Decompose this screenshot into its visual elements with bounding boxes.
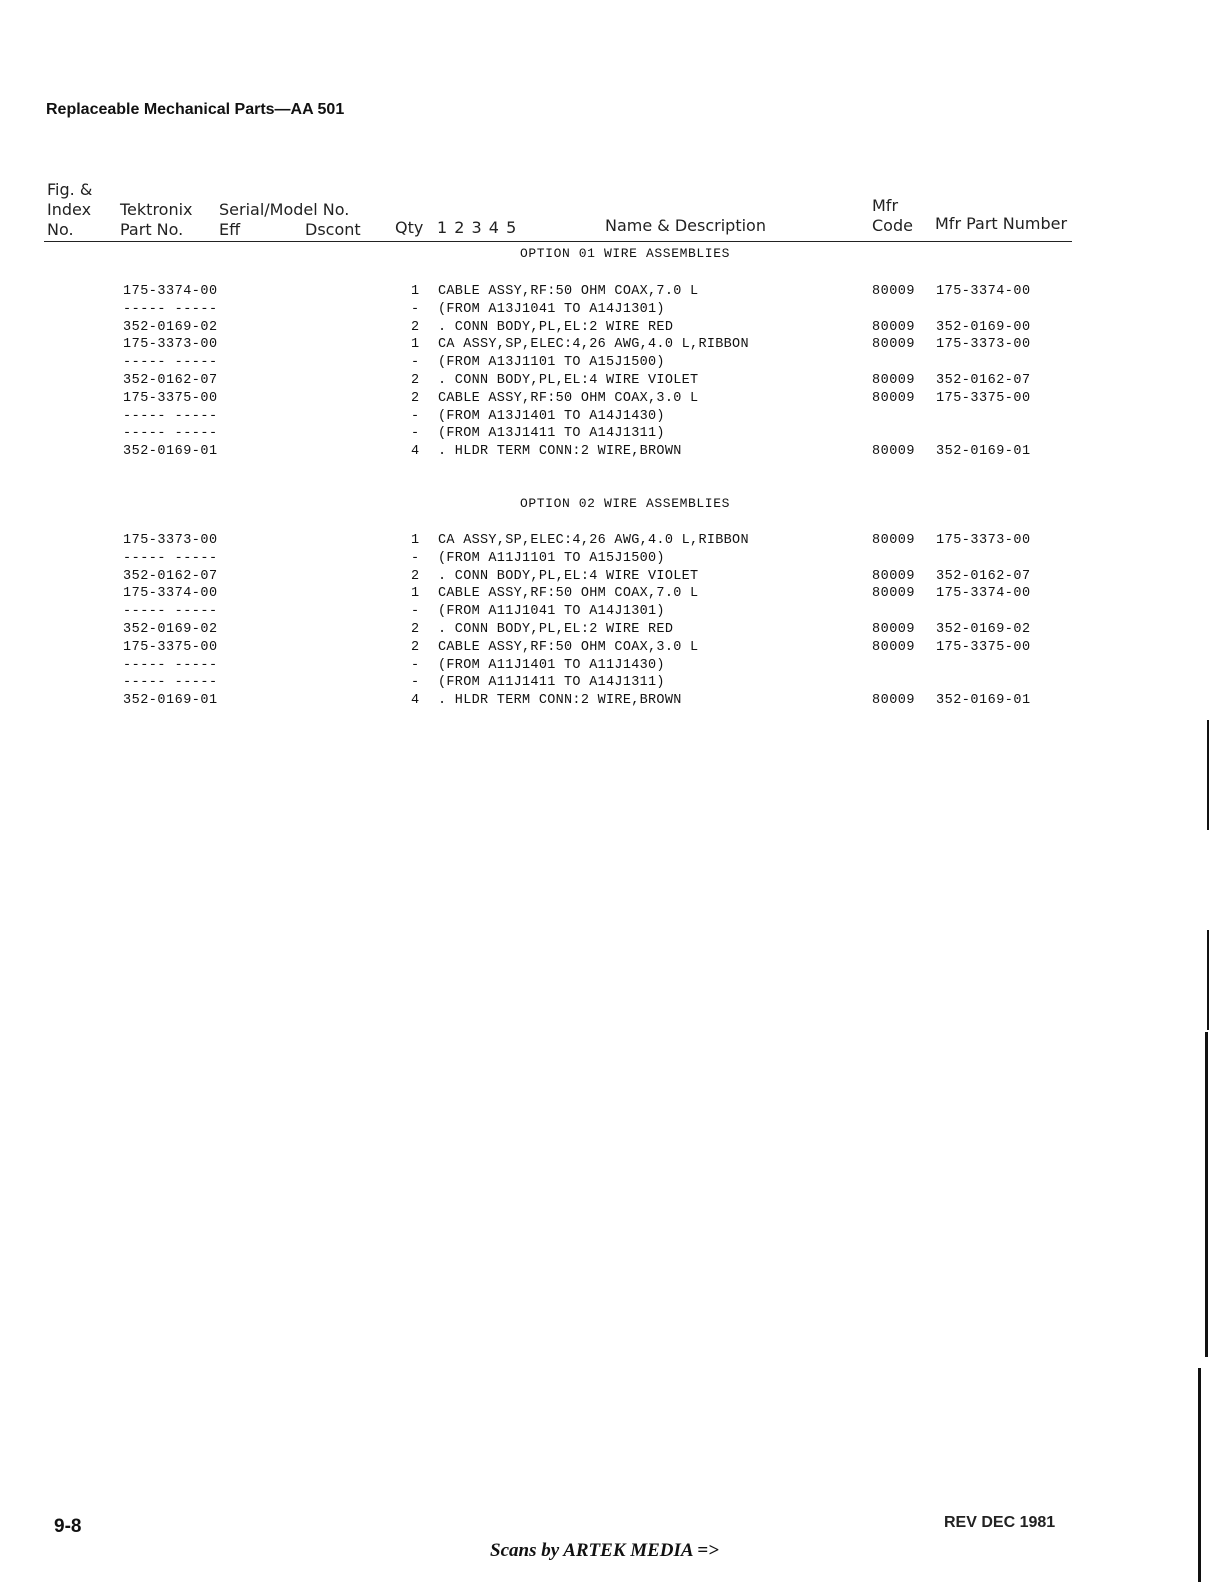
table-row — [0, 621, 1224, 639]
qty: 2 — [410, 639, 420, 655]
col-dscont: Dscont — [305, 220, 361, 239]
col-mfr-line1: Mfr — [872, 196, 899, 215]
mfr-part-number: 352-0162-07 — [936, 373, 1031, 388]
mfr-code: 80009 — [872, 390, 916, 406]
mfr-part-number: 352-0169-01 — [936, 444, 1031, 460]
col-qty: Qty — [395, 218, 424, 237]
section-title-option-02: OPTION 02 WIRE ASSEMBLIES — [519, 496, 731, 511]
description: (FROM A11J1401 TO A11J1430) — [438, 657, 665, 673]
part-number: 352-0169-02 — [123, 622, 218, 637]
mfr-code: 80009 — [872, 444, 916, 460]
part-number: 352-0169-01 — [123, 693, 218, 709]
description: CABLE ASSY,RF:50 OHM COAX,7.0 L — [438, 586, 699, 602]
qty: 1 — [410, 284, 420, 299]
col-mfr-code: Code — [872, 216, 913, 235]
part-number: ----- ----- — [123, 426, 218, 442]
page-header: Replaceable Mechanical Parts—AA 501 — [46, 101, 345, 118]
mfr-part-number: 175-3375-00 — [936, 390, 1031, 406]
description: (FROM A11J1101 TO A15J1500) — [438, 550, 665, 566]
qty: - — [410, 426, 420, 442]
col-fig-line2: Index — [47, 200, 92, 219]
mfr-part-number: 352-0169-01 — [936, 693, 1031, 709]
part-number: ----- ----- — [123, 355, 218, 371]
col-mfr-part-number: Mfr Part Number — [935, 214, 1068, 233]
part-number: 175-3373-00 — [123, 337, 218, 353]
description: CABLE ASSY,RF:50 OHM COAX,7.0 L — [438, 284, 699, 299]
part-number: ----- ----- — [123, 657, 218, 673]
table-row — [0, 408, 1224, 426]
part-number: 352-0169-01 — [123, 444, 218, 460]
mfr-code: 80009 — [872, 568, 916, 584]
qty: - — [410, 408, 420, 424]
qty: - — [410, 657, 420, 673]
table-row — [0, 443, 1224, 461]
qty: 4 — [410, 693, 420, 709]
table-row — [0, 390, 1224, 408]
part-number: 175-3374-00 — [123, 586, 218, 602]
part-number: ----- ----- — [123, 550, 218, 566]
qty: 2 — [410, 568, 420, 584]
table-row — [0, 657, 1224, 675]
qty: - — [410, 301, 420, 317]
table-row — [0, 336, 1224, 354]
mfr-part-number: 175-3375-00 — [936, 639, 1031, 655]
qty: 2 — [410, 319, 420, 335]
section-title-option-01: OPTION 01 WIRE ASSEMBLIES — [519, 246, 731, 261]
description: . HLDR TERM CONN:2 WIRE,BROWN — [438, 444, 682, 460]
table-row — [0, 354, 1224, 372]
mfr-part-number: 352-0169-02 — [936, 622, 1031, 637]
description: . CONN BODY,PL,EL:4 WIRE VIOLET — [438, 568, 699, 584]
description: CABLE ASSY,RF:50 OHM COAX,3.0 L — [438, 639, 699, 655]
part-number: ----- ----- — [123, 675, 218, 691]
part-number: 175-3375-00 — [123, 639, 218, 655]
description: CABLE ASSY,RF:50 OHM COAX,3.0 L — [438, 390, 699, 406]
qty: 4 — [410, 444, 420, 460]
description: CA ASSY,SP,ELEC:4,26 AWG,4.0 L,RIBBON — [438, 533, 749, 548]
part-number: ----- ----- — [123, 301, 218, 317]
col-levels: 1 2 3 4 5 — [437, 218, 518, 237]
description: . CONN BODY,PL,EL:4 WIRE VIOLET — [438, 373, 699, 388]
col-tektronix-line1: Tektronix — [120, 200, 193, 219]
mfr-code: 80009 — [872, 373, 916, 388]
table-row — [0, 674, 1224, 692]
table-row — [0, 692, 1224, 710]
qty: 1 — [410, 337, 420, 353]
revision-date: REV DEC 1981 — [944, 1514, 1056, 1531]
mfr-code: 80009 — [872, 693, 916, 709]
col-serial-model: Serial/Model No. — [219, 200, 350, 219]
scan-edge-mark — [1207, 930, 1209, 1030]
description: (FROM A13J1041 TO A14J1301) — [438, 301, 665, 317]
description: . HLDR TERM CONN:2 WIRE,BROWN — [438, 693, 682, 709]
qty: - — [410, 355, 420, 371]
part-number: ----- ----- — [123, 604, 218, 620]
part-number: ----- ----- — [123, 408, 218, 424]
table-row — [0, 301, 1224, 319]
part-number: 352-0169-02 — [123, 319, 218, 335]
qty: - — [410, 604, 420, 620]
table-row — [0, 532, 1224, 550]
col-name-description: Name & Description — [605, 216, 766, 235]
description: (FROM A13J1401 TO A14J1430) — [438, 408, 665, 424]
col-fig-line1: Fig. & — [47, 180, 93, 199]
page-number: 9-8 — [54, 1516, 82, 1537]
table-row — [0, 372, 1224, 390]
col-tektronix-line2: Part No. — [120, 220, 184, 239]
qty: 2 — [410, 373, 420, 388]
table-row — [0, 425, 1224, 443]
scan-edge-mark — [1207, 720, 1209, 830]
mfr-part-number: 175-3374-00 — [936, 586, 1031, 602]
table-row — [0, 603, 1224, 621]
part-number: 352-0162-07 — [123, 568, 218, 584]
scan-credit: Scans by ARTEK MEDIA => — [490, 1540, 719, 1561]
mfr-code: 80009 — [872, 622, 916, 637]
description: (FROM A13J1101 TO A15J1500) — [438, 355, 665, 371]
part-number: 175-3373-00 — [123, 533, 218, 548]
mfr-part-number: 352-0169-00 — [936, 319, 1031, 335]
col-fig-line3: No. — [47, 220, 74, 239]
mfr-code: 80009 — [872, 586, 916, 602]
table-row — [0, 550, 1224, 568]
table-row — [0, 639, 1224, 657]
qty: 2 — [410, 390, 420, 406]
qty: - — [410, 675, 420, 691]
mfr-part-number: 352-0162-07 — [936, 568, 1031, 584]
part-number: 175-3375-00 — [123, 390, 218, 406]
mfr-code: 80009 — [872, 533, 916, 548]
description: . CONN BODY,PL,EL:2 WIRE RED — [438, 622, 674, 637]
mfr-code: 80009 — [872, 319, 916, 335]
qty: 1 — [410, 586, 420, 602]
table-row — [0, 568, 1224, 586]
mfr-part-number: 175-3373-00 — [936, 337, 1031, 353]
mfr-part-number: 175-3373-00 — [936, 533, 1031, 548]
header-rule — [44, 241, 1072, 242]
description: (FROM A13J1411 TO A14J1311) — [438, 426, 665, 442]
scan-edge-mark — [1205, 1032, 1208, 1357]
qty: - — [410, 550, 420, 566]
description: . CONN BODY,PL,EL:2 WIRE RED — [438, 319, 674, 335]
part-number: 175-3374-00 — [123, 284, 218, 299]
description: CA ASSY,SP,ELEC:4,26 AWG,4.0 L,RIBBON — [438, 337, 749, 353]
qty: 2 — [410, 622, 420, 637]
mfr-code: 80009 — [872, 337, 916, 353]
qty: 1 — [410, 533, 420, 548]
mfr-part-number: 175-3374-00 — [936, 284, 1031, 299]
scan-edge-mark — [1198, 1368, 1201, 1582]
description: (FROM A11J1411 TO A14J1311) — [438, 675, 665, 691]
table-row — [0, 319, 1224, 337]
table-row — [0, 585, 1224, 603]
part-number: 352-0162-07 — [123, 373, 218, 388]
mfr-code: 80009 — [872, 639, 916, 655]
col-eff: Eff — [219, 220, 241, 239]
table-row — [0, 283, 1224, 301]
description: (FROM A11J1041 TO A14J1301) — [438, 604, 665, 620]
mfr-code: 80009 — [872, 284, 916, 299]
